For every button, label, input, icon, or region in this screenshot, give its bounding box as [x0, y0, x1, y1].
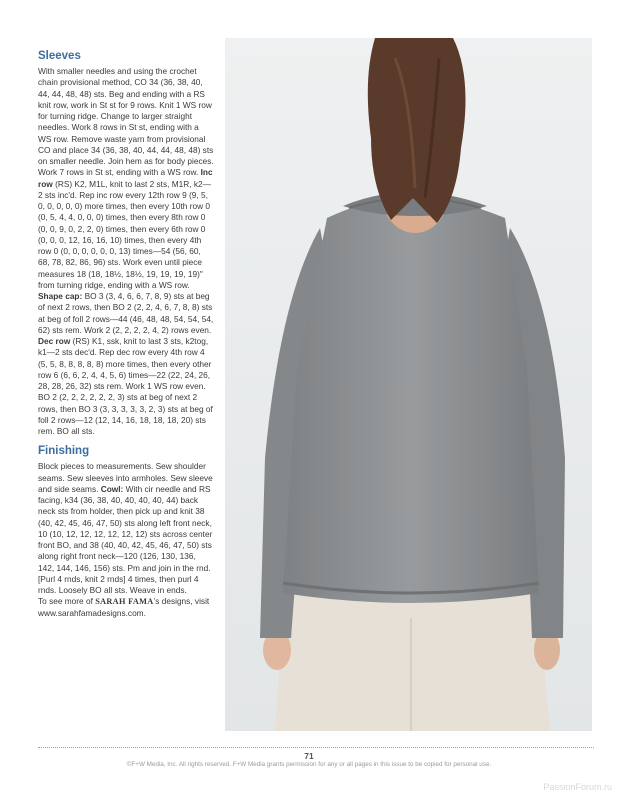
pants-shape	[275, 583, 550, 731]
designer-url[interactable]: www.sarahfamadesigns.com.	[38, 607, 146, 618]
sweater-body-shape	[283, 196, 539, 603]
inc-row-label: Inc row	[38, 167, 213, 189]
sleeves-heading: Sleeves	[38, 50, 81, 62]
designer-credit	[38, 596, 214, 619]
copyright-notice: ©F+W Media, Inc. All rights reserved. F+W Media grants permission for any or all pages in this issue to be copied for personal use.	[126, 761, 492, 768]
finishing-text-1: Block pieces to measurements. Sew shoulder seams. Sew sleeves into armholes. Sew sleeve and side seams.	[38, 461, 213, 494]
finishing-instructions	[38, 461, 214, 596]
sleeves-text-4: (RS) K1, ssk, knit to last 3 sts, k2tog, k1—2 sts dec'd. Rep dec row every 4th row 4 (5, 5, 8, 8, 8, 8, 8) more times, then every other row 6 (6, 6, 2, 4, 4, 5, 6) times—22 (22, 24, 26, 28, 28, 26, 32) sts rem. Work 1 WS row even. BO 2 (2, 2, 2, 2, 2, 2, 3) sts at beg of next 2 rows, then BO 3 (3, 3, 3, 3, 3, 2, 3) sts at beg of foll 2 rows—12 (12, 14, 16, 18, 18, 18, 20) sts rem. BO all sts.	[38, 336, 213, 436]
cowl-label: Cowl:	[100, 483, 124, 494]
sleeves-text-3: BO 3 (3, 4, 6, 6, 7, 8, 9) sts at beg of next 2 rows, then BO 2 (2, 2, 4, 6, 7, 8, 8) sts at beg of foll 2 rows—44 (46, 48, 48, 54, 54, 54, 62) sts rem. Work 2 (2, 2, 2, 2, 4, 2) rows even.	[38, 291, 214, 335]
sleeves-text-2: (RS) K2, M1L, knit to last 2 sts, M1R, k2—2 sts inc'd. Rep inc row every 12th row 9 (9, 5, 0, 0, 0, 0, 0) more times, then every 10th row 0 (0, 5, 4, 4, 0, 0, 0) times, then every 8th row 0 (0, 0, 9, 0, 2, 2, 0) times, then every 6th row 0 (0, 0, 0, 12, 16, 16, 10) times, then every 4th row 0 (0, 0, 0, 0, 0, 0, 13) times—54 (56, 60, 68, 78, 82, 86, 96) sts. Work even until piece measures 18 (18, 18½, 18½, 19, 19, 19, 19)" from turning ridge, ending with a WS row.	[38, 178, 211, 290]
sleeves-instructions	[38, 66, 214, 437]
hair-shape	[368, 38, 466, 223]
finishing-text-2: With cir needle and RS facing, k34 (36, 38, 40, 40, 40, 40, 44) back neck sts from holder, then pick up and knit 38 (40, 42, 45, 46, 47, 50) sts along left front neck, 10 (10, 12, 12, 12, 12, 12, 12) sts across center front BO, and 38 (40, 40, 42, 45, 46, 47, 50) sts along right front neck—120 (126, 130, 136, 142, 144, 146, 156) sts. Pm and join in the rnd. [Purl 4 rnds, knit 2 rnds] 4 times, then purl 4 rnds. Loosely BO all sts. Weave in ends.	[38, 483, 213, 595]
pattern-text-column	[38, 50, 214, 619]
model-photo	[225, 38, 592, 731]
sweater-back-illustration	[225, 38, 592, 731]
shape-cap-label: Shape cap:	[38, 291, 83, 301]
dec-row-label: Dec row	[38, 336, 71, 346]
designer-name: SARAH FAMA	[95, 597, 154, 607]
credit-pre: To see more of	[38, 596, 96, 607]
watermark: PassionForum.ru	[543, 782, 612, 792]
sleeves-text-1: With smaller needles and using the crochet chain provisional method, CO 34 (36, 38, 40, 44, 44, 48, 48) sts. Beg and ending with a RS knit row, work in St st for 9 rows. Knit 1 WS row for turning ridge. Change to larger straight needles. Work 8 rows in St st, ending with a WS row. Remove waste yarn from provisional CO and place 34 (36, 38, 40, 44, 44, 48, 48) sts on smaller needle. Join hem as for body pieces. Work 7 rows in St st, ending with a WS row.	[38, 66, 214, 178]
footer-rule	[38, 747, 594, 748]
credit-post: ’s designs, visit	[153, 596, 210, 607]
page-number: 71	[304, 751, 314, 761]
finishing-heading: Finishing	[38, 445, 90, 458]
